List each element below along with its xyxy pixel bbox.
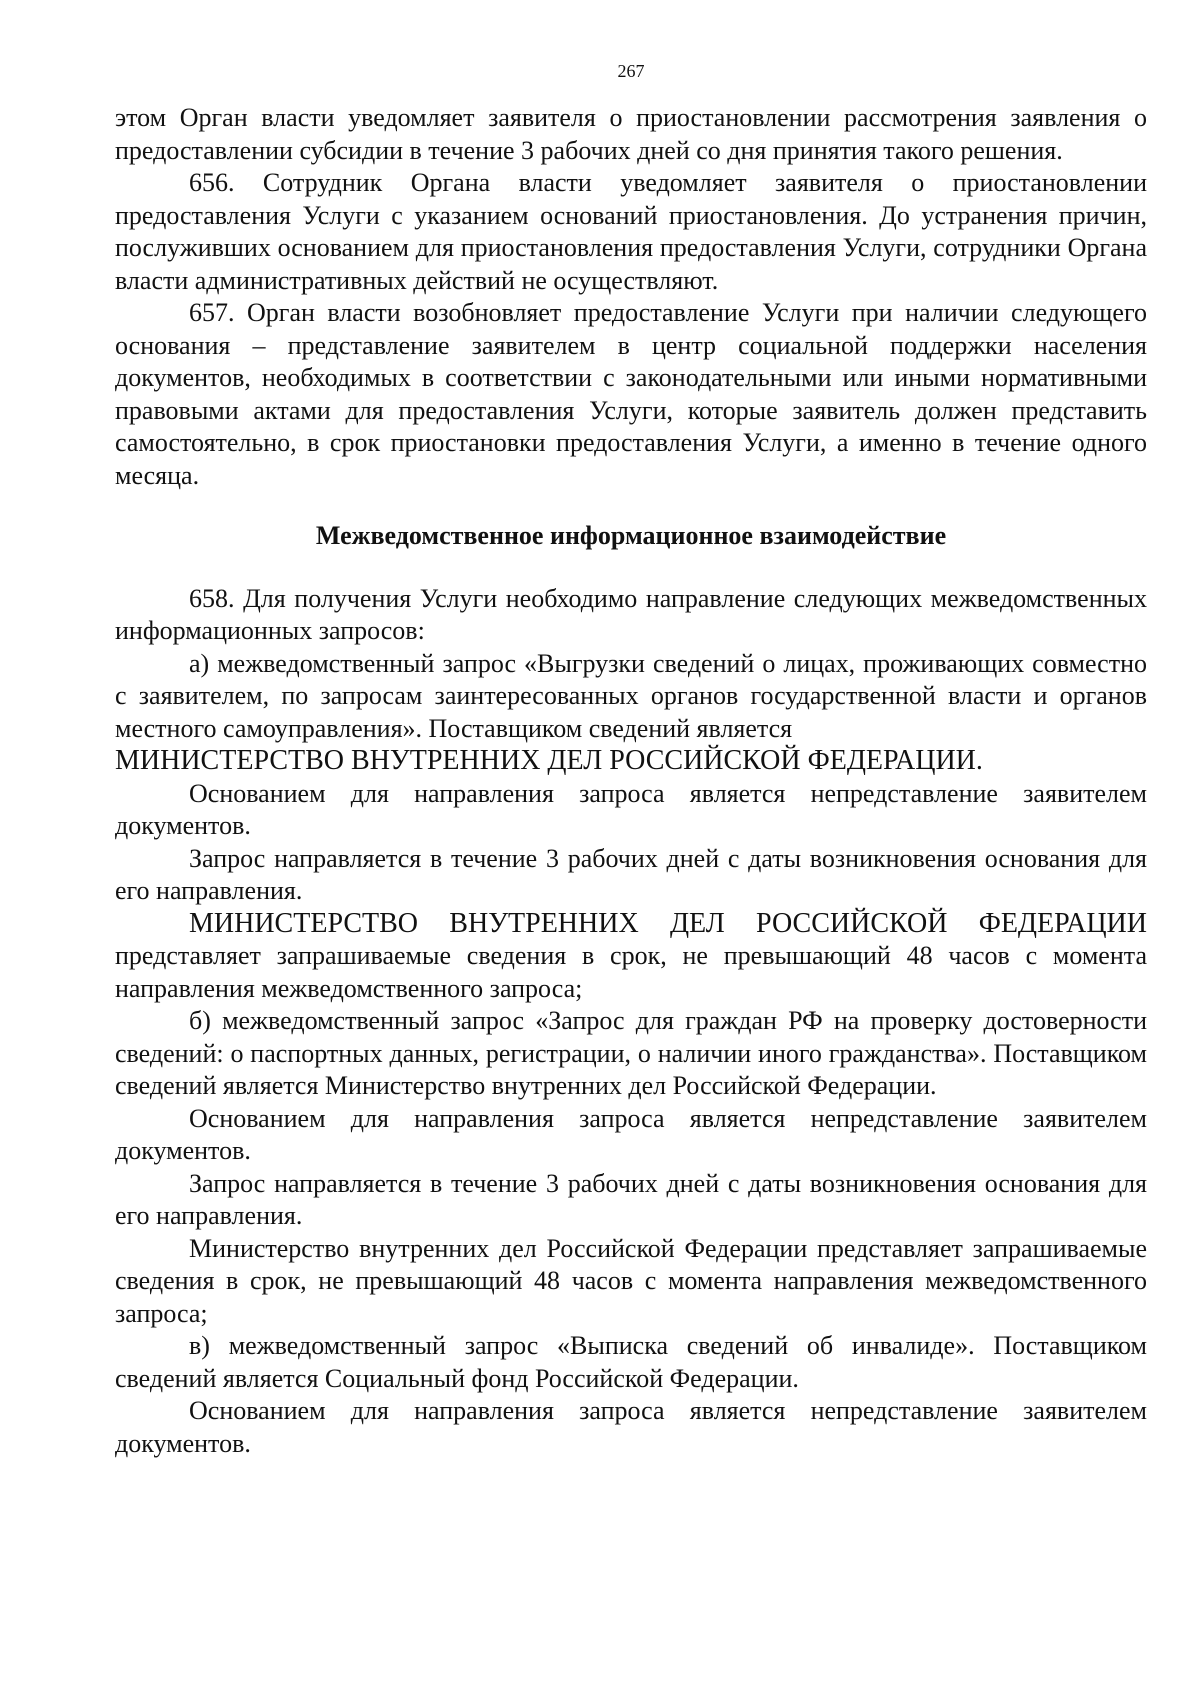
page-number: 267 <box>617 61 645 81</box>
item-b-request: б) межведомственный запрос «Запрос для граждан РФ на проверку достоверности сведений: о паспортных данных, регистрации, о наличии иного гражданства». Поставщиком сведений является Министерство внутренних дел Российской Федерации. <box>115 1006 1147 1100</box>
paragraph-656: 656. Сотрудник Органа власти уведомляет заявителя о приостановлении предоставления Услуги с указанием оснований приостановления. До устранения причин, послуживших основанием для приостановления предоставления Услуги, сотрудники Органа власти административных действий не осуществляют. <box>115 168 1147 295</box>
item-c-basis: Основанием для направления запроса является непредставление заявителем документов. <box>115 1396 1147 1458</box>
item-a-request <box>115 648 1147 778</box>
item-a-provider: МИНИСТЕРСТВО ВНУТРЕННИХ ДЕЛ РОССИЙСКОЙ ФЕДЕРАЦИИ <box>189 907 1147 939</box>
item-b-term: Запрос направляется в течение 3 рабочих дней с даты возникновения основания для его направления. <box>115 1168 1147 1230</box>
paragraph-658: 658. Для получения Услуги необходимо направление следующих межведомственных информационных запросов: <box>115 583 1147 645</box>
section-heading: Межведомственное информационное взаимодействие <box>315 521 947 550</box>
item-b-basis: Основанием для направления запроса является непредставление заявителем документов. <box>115 1103 1147 1165</box>
item-b-provide: Министерство внутренних дел Российской Федерации представляет запрашиваемые сведения в срок, не превышающий 48 часов с момента направления межведомственного запроса; <box>115 1233 1147 1328</box>
document-page <box>115 60 1147 1460</box>
item-a-provide-block <box>115 908 1147 1006</box>
paragraph-continuation: этом Орган власти уведомляет заявителя о приостановлении рассмотрения заявления о предоставлении субсидии в течение 3 рабочих дней со дня принятия такого решения. <box>115 103 1147 165</box>
item-a-supplier: МИНИСТЕРСТВО ВНУТРЕННИХ ДЕЛ РОССИЙСКОЙ ФЕДЕРАЦИИ. <box>115 745 983 776</box>
item-c-request: в) межведомственный запрос «Выписка сведений об инвалиде». Поставщиком сведений является Социальный фонд Российской Федерации. <box>115 1331 1147 1393</box>
item-a-term: Запрос направляется в течение 3 рабочих дней с даты возникновения основания для его направления. <box>115 843 1147 905</box>
item-a-provide: представляет запрашиваемые сведения в срок, не превышающий 48 часов с момента направления межведомственного запроса; <box>115 941 1147 1003</box>
item-a-text: а) межведомственный запрос «Выгрузки сведений о лицах, проживающих совместно с заявителем, по запросам заинтересованных органов государственной власти и органов местного самоуправления». Поставщиком сведений является <box>115 648 1147 743</box>
item-a-basis: Основанием для направления запроса является непредставление заявителем документов. <box>115 778 1147 840</box>
paragraph-657: 657. Орган власти возобновляет предоставление Услуги при наличии следующего основания – представление заявителем в центр социальной поддержки населения документов, необходимых в соответствии с законодательными или иными нормативными правовыми актами для предоставления Услуги, которые заявитель должен представить самостоятельно, в срок приостановки предоставления Услуги, а именно в течение одного месяца. <box>115 298 1147 490</box>
